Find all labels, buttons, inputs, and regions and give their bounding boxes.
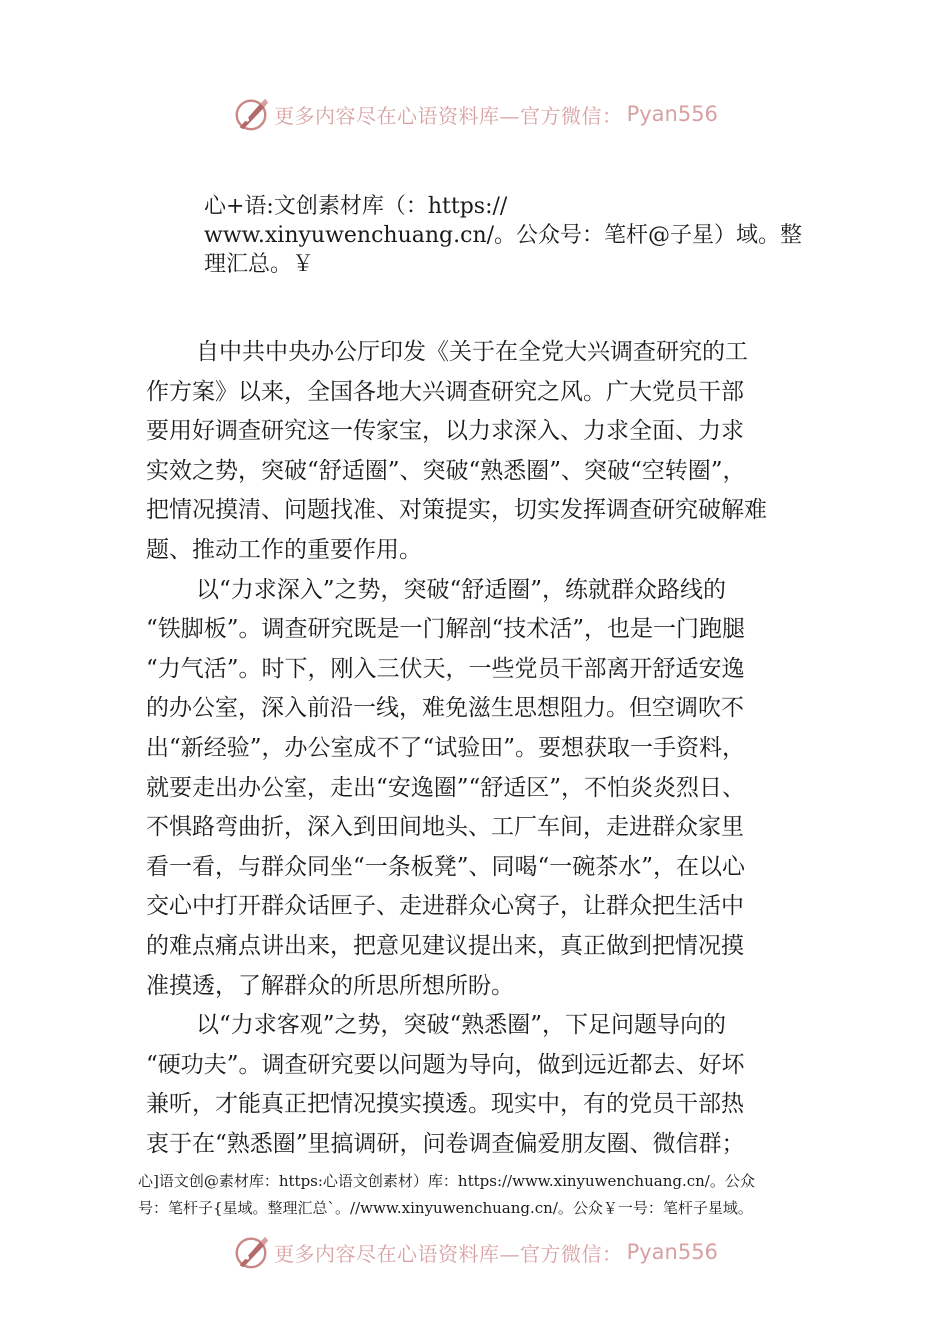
article-body — [146, 333, 810, 1164]
body-line: 以“力求深入”之势，突破“舒适圈”，练就群众路线的 — [196, 576, 727, 603]
body-line: 以“力求客观”之势，突破“熟悉圈”，下足问题导向的 — [196, 1012, 727, 1039]
body-line: 的办公室，深入前沿一线，难免滋生思想阻力。但空调吹不 — [146, 695, 744, 722]
header-note-line: 理汇总。￥ — [204, 252, 315, 277]
body-line: “铁脚板”。调查研究既是一门解剖“技术活”，也是一门跑腿 — [146, 616, 746, 643]
banner-wechat-id: Pyan556 — [626, 102, 718, 126]
footer-note-line: 号：笔杆子{星域。整理汇总`。//www.xinyuwenchuang.cn/。公众￥一号：笔杆子星域。 — [138, 1199, 753, 1217]
body-line: 准摸透，了解群众的所思所想所盼。 — [146, 972, 514, 999]
body-line: 衷于在“熟悉圈”里搞调研，问卷调查偏爱朋友圈、微信群； — [146, 1130, 745, 1157]
top-banner — [0, 94, 950, 134]
body-line: 就要走出办公室，走出“安逸圈”“舒适区”，不怕炎炎烈日、 — [146, 774, 746, 801]
header-note-line: www.xinyuwenchuang.cn/。公众号：笔杆@子星）域。整 — [204, 223, 803, 248]
body-line: 要用好调查研究这一传家宝，以力求深入、力求全面、力求 — [146, 418, 744, 445]
pen-nib-logo-icon — [232, 95, 270, 133]
banner-text: 更多内容尽在心语资料库—官方微信： — [274, 103, 623, 128]
footer-note-line: 心]语文创@素材库：https:心语文创素材）库：https://www.xinyuwenchuang.cn/。公众 — [138, 1172, 755, 1190]
body-line: 把情况摸清、问题找准、对策提实，切实发挥调查研究破解难 — [146, 497, 767, 524]
body-line: 兼听，才能真正把情况摸实摸透。现实中，有的党员干部热 — [146, 1091, 744, 1118]
pen-nib-logo-icon — [232, 1233, 270, 1271]
body-line: 题、推动工作的重要作用。 — [146, 536, 422, 563]
banner-text: 更多内容尽在心语资料库—官方微信： — [274, 1241, 623, 1266]
body-line: 自中共中央办公厅印发《关于在全党大兴调查研究的工 — [196, 339, 748, 365]
body-line: 作方案》以来，全国各地大兴调查研究之风。广大党员干部 — [146, 378, 744, 405]
body-line: 出“新经验”，办公室成不了“试验田”。要想获取一手资料， — [146, 734, 746, 761]
body-line: “硬功夫”。调查研究要以问题为导向，做到远近都去、好坏 — [146, 1051, 745, 1078]
footer-note — [138, 1168, 838, 1222]
body-line: 不惧路弯曲折，深入到田间地头、工厂车间，走进群众家里 — [146, 814, 744, 841]
body-line: 看一看，与群众同坐“一条板凳”、同喝“一碗茶水”，在以心 — [146, 853, 746, 880]
body-line: 实效之势，突破“舒适圈”、突破“熟悉圈”、突破“空转圈”， — [146, 457, 746, 484]
body-line: 交心中打开群众话匣子、走进群众心窝子，让群众把生活中 — [146, 893, 744, 920]
bottom-banner — [0, 1232, 950, 1272]
banner-wechat-id: Pyan556 — [626, 1240, 718, 1264]
header-note — [204, 192, 844, 279]
header-note-line: 心+语:文创素材库（：https:// — [204, 194, 508, 219]
body-line: “力气活”。时下，刚入三伏天，一些党员干部离开舒适安逸 — [146, 655, 745, 682]
body-line: 的难点痛点讲出来，把意见建议提出来，真正做到把情况摸 — [146, 932, 744, 959]
